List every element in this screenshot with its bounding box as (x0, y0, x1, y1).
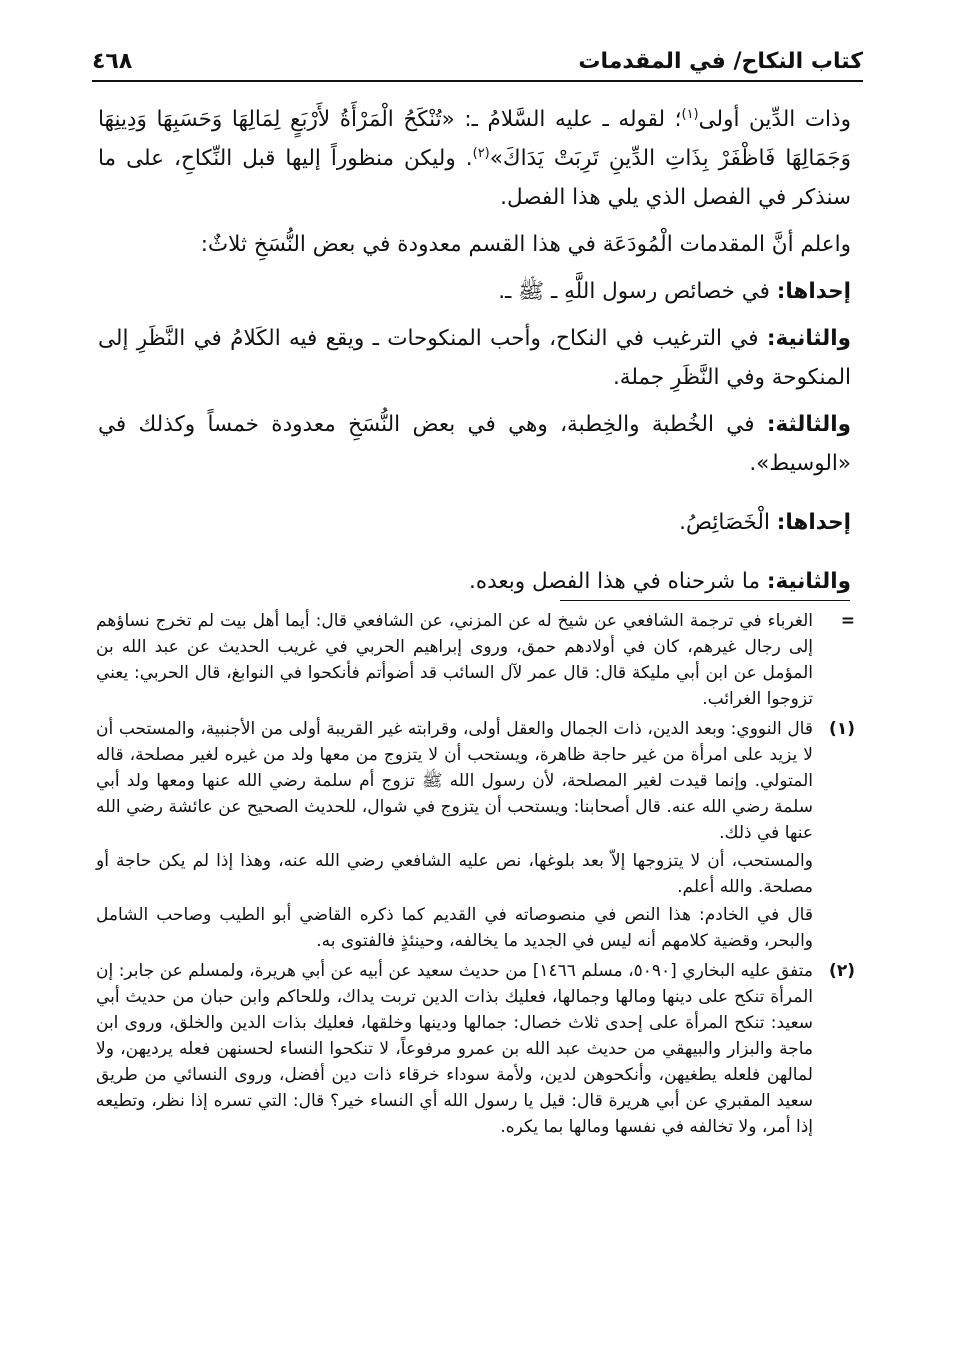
page-number: ٤٦٨ (92, 49, 133, 74)
running-header (92, 40, 863, 82)
main-text (98, 100, 851, 601)
footnote-2 (96, 958, 855, 1140)
footnote-text: والمستحب، أن لا يتزوجها إلاّ بعد بلوغها، نص عليه الشافعي رضي الله عنه، وهذا إذا لم يكن حاجة أو مصلحة. والله أعلم. (96, 851, 813, 897)
item-label: إحداها: (776, 510, 851, 535)
footnote-text: الغرباء في ترجمة الشافعي عن شيخ له عن المزني، عن الشافعي قال: أيما أهل بيت لم تخرج نساؤهم إلى رجال غيرهم، كان في أولادهم حمق، وروى إبراهيم الحربي في غريب الحديث عن عبد الله بن المؤمل عن ابن أبي مليكة قال: قال عمر لآل السائب قد أضوأتم فأنكحوا في النوابغ، قال الحربي: يعني تزوجوا الغرائب. (96, 611, 813, 709)
item-text: الْخَصَائِصُ. (679, 510, 777, 535)
item-text: ما شرحناه في هذا الفصل وبعده. (469, 569, 767, 594)
footnote-text: متفق عليه البخاري [٥٠٩٠، مسلم ١٤٦٦] من حديث سعيد عن أبيه عن أبي هريرة، ولمسلم عن جابر: إن المرأة تنكح على دينها ومالها وجمالها، فعليك بذات الدين تربت يداك، وللحاكم وابن حبان من حديث أبي سعيد: تنكح المرأة على إحدى ثلاث خصال: جمالها ودينها وخلقها، فعليك بذات الدين والخلق، وروى ابن ماجة والبزار والبيهقي من حديث عبد الله بن عمرو مرفوعاً، لا تنكحوا النساء لحسنهن فعله يرديهن، ولا لمالهن فلعله يطغيهن، وأنكحوهن لدين، ولأمة سوداء خرقاء ذات دين أفضل، وروى النسائي من طريق سعيد المقبري عن أبي هريرة قال: قيل يا رسول الله أي النساء خير؟ قال: التي تسره إذا نظر، وتطيعه إذا أمر، ولا تخالفه في نفسها ومالها بما يكره. (96, 961, 813, 1137)
footnote-continued (96, 608, 855, 712)
item-text: في الخُطبة والخِطبة، وهي في بعض النُّسَخِ معدودة خمساً وكذلك في «الوسيط». (98, 412, 851, 476)
paragraph-1-text-c: . وليكن منظوراً إليها قبل النِّكاحِ، على ما سنذكر في الفصل الذي يلي هذا الفصل. (98, 146, 851, 210)
footnote-ref-2: (٢) (472, 145, 490, 161)
paragraph-3 (98, 272, 851, 311)
footnote-separator (560, 600, 850, 601)
footnotes (96, 608, 855, 1140)
footnote-text: قال النووي: وبعد الدين، ذات الجمال والعقل أولى، وقرابته غير القريبة أولى من الأجنبية، والمستحب أن لا يزيد على امرأة من غير حاجة ظاهرة، ويستحب أن لا يتزوج من معها ولد من غيره لغير مصلحة، قاله المتولي. وإنما قيدت لغير المصلحة، لأن رسول الله ﷺ تزوج أم سلمة رضي الله عنها ومعها ولد أبي سلمة رضي الله عنه. قال أصحابنا: ويستحب أن يتزوج في شوال، للحديث الصحيح عن عائشة رضي الله عنها في ذلك. (96, 719, 813, 843)
item-text: في خصائص رسول اللَّهِ ـ ﷺ ـ. (498, 279, 777, 304)
paragraph-7 (98, 562, 851, 601)
footnote-marker: (٢) (829, 961, 855, 981)
paragraph-2: واعلم أنَّ المقدمات الْمُودَعَة في هذا القسم معدودة في بعض النُّسَخِ ثلاثٌ: (200, 232, 851, 257)
paragraph-1 (98, 100, 851, 217)
item-label: إحداها: (776, 279, 851, 304)
paragraph-4 (98, 319, 851, 397)
footnote-1 (96, 716, 855, 954)
item-text: في الترغيب في النكاح، وأحب المنكوحات ـ ويقع فيه الكَلامُ في النَّظَرِ إلى المنكوحة وفي النَّظَرِ جملة. (98, 326, 851, 390)
item-label: والثانية: (766, 569, 851, 594)
footnote-marker: = (840, 611, 855, 631)
paragraph-6 (98, 503, 851, 542)
running-title: كتاب النكاح/ في المقدمات (578, 49, 863, 74)
item-label: والثالثة: (766, 412, 851, 437)
footnote-ref-1: (١) (681, 106, 699, 122)
item-label: والثانية: (766, 326, 851, 351)
paragraph-5 (98, 405, 851, 483)
paragraph-1-text-a: وذات الدِّين أولى (698, 107, 851, 132)
footnote-text: قال في الخادم: هذا النص في منصوصاته في القديم كما ذكره القاضي أبو الطيب وصاحب الشامل والبحر، وقضية كلامهم أنه ليس في الجديد ما يخالفه، وحينئذٍ فالفتوى به. (96, 905, 813, 951)
footnote-marker: (١) (829, 719, 855, 739)
paragraph-1-text-b: ؛ لقوله ـ عليه السَّلامُ ـ: «تُنْكَحُ الْمَرْأَةُ لأَرْبَعٍ لِمَالِهَا وَحَسَبِهَا وَدِينِهَا وَجَمَالِهَا فَاظْفَرْ بِذَاتِ الدِّينِ تَرِبَتْ يَدَاكَ» (98, 107, 852, 171)
